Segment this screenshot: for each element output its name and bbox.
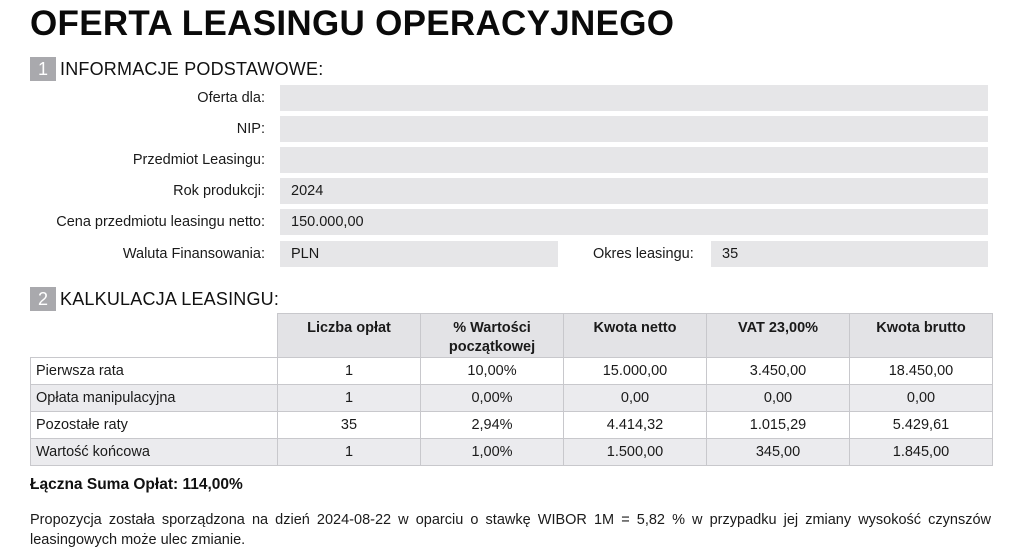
- table-cell: 10,00%: [421, 358, 564, 385]
- table-row: [31, 412, 993, 439]
- section-title: KALKULACJA LEASINGU:: [60, 288, 280, 309]
- nip-label: NIP:: [236, 121, 265, 137]
- nip-field[interactable]: [280, 116, 988, 142]
- section-title: INFORMACJE PODSTAWOWE:: [60, 58, 324, 79]
- form-row-subject: [0, 147, 1024, 173]
- subject-label: Przedmiot Leasingu:: [132, 152, 265, 168]
- table-cell: 35: [278, 412, 421, 439]
- table-cell: 1: [278, 385, 421, 412]
- table-cell: 1.500,00: [564, 439, 707, 466]
- row-label: Pierwsza rata: [31, 358, 278, 385]
- table-cell: 0,00: [850, 385, 993, 412]
- table-cell: 5.429,61: [850, 412, 993, 439]
- offer-for-field[interactable]: [280, 85, 988, 111]
- table-cell: 18.450,00: [850, 358, 993, 385]
- table-row: [31, 385, 993, 412]
- price-label: Cena przedmiotu leasingu netto:: [56, 214, 265, 230]
- form-row-year: [0, 178, 1024, 204]
- table-cell: 1,00%: [421, 439, 564, 466]
- table-cell: 1.845,00: [850, 439, 993, 466]
- table-row: [31, 439, 993, 466]
- row-label: Wartość końcowa: [31, 439, 278, 466]
- offer-note: Propozycja została sporządzona na dzień 2024-08-22 w oparciu o stawkę WIBOR 1M = 5,82 % w przypadku jej zmiany wysokość czynszów leasingowych może ulec zmianie.: [30, 512, 991, 548]
- section-number: 2: [30, 287, 56, 311]
- row-label: Opłata manipulacyjna: [31, 385, 278, 412]
- subject-field[interactable]: [280, 147, 988, 173]
- table-cell: 15.000,00: [564, 358, 707, 385]
- table-header-row: [31, 314, 993, 358]
- column-header: Liczba opłat: [278, 314, 421, 358]
- table-cell: 1: [278, 358, 421, 385]
- table-row: [31, 358, 993, 385]
- table-cell: 4.414,32: [564, 412, 707, 439]
- column-header: Kwota netto: [564, 314, 707, 358]
- price-field[interactable]: 150.000,00: [280, 209, 988, 235]
- total-payments: Łączna Suma Opłat: 114,00%: [30, 476, 243, 493]
- table-cell: 1.015,29: [707, 412, 850, 439]
- form-row-offer-for: [0, 85, 1024, 111]
- table-cell: 0,00: [564, 385, 707, 412]
- column-header: Kwota brutto: [850, 314, 993, 358]
- year-field[interactable]: 2024: [280, 178, 988, 204]
- currency-field[interactable]: PLN: [280, 241, 558, 267]
- currency-label: Waluta Finansowania:: [122, 246, 265, 262]
- table-cell: 0,00%: [421, 385, 564, 412]
- table-cell: 1: [278, 439, 421, 466]
- calculation-table: [30, 313, 993, 466]
- period-label: Okres leasingu:: [593, 246, 694, 262]
- table-corner-cell: [31, 314, 278, 358]
- row-label: Pozostałe raty: [31, 412, 278, 439]
- form-row-price: [0, 209, 1024, 235]
- section-basic-info-header: [30, 57, 323, 81]
- table-cell: 345,00: [707, 439, 850, 466]
- form-row-nip: [0, 116, 1024, 142]
- period-field[interactable]: 35: [711, 241, 988, 267]
- document-title: OFERTA LEASINGU OPERACYJNEGO: [30, 4, 675, 43]
- table-cell: 2,94%: [421, 412, 564, 439]
- column-header: VAT 23,00%: [707, 314, 850, 358]
- form-row-currency-period: [0, 241, 1024, 267]
- table-cell: 3.450,00: [707, 358, 850, 385]
- offer-for-label: Oferta dla:: [197, 90, 265, 106]
- column-header: % Wartości początkowej: [421, 314, 564, 358]
- section-calculation-header: [30, 287, 279, 311]
- section-number: 1: [30, 57, 56, 81]
- table-cell: 0,00: [707, 385, 850, 412]
- year-label: Rok produkcji:: [173, 183, 265, 199]
